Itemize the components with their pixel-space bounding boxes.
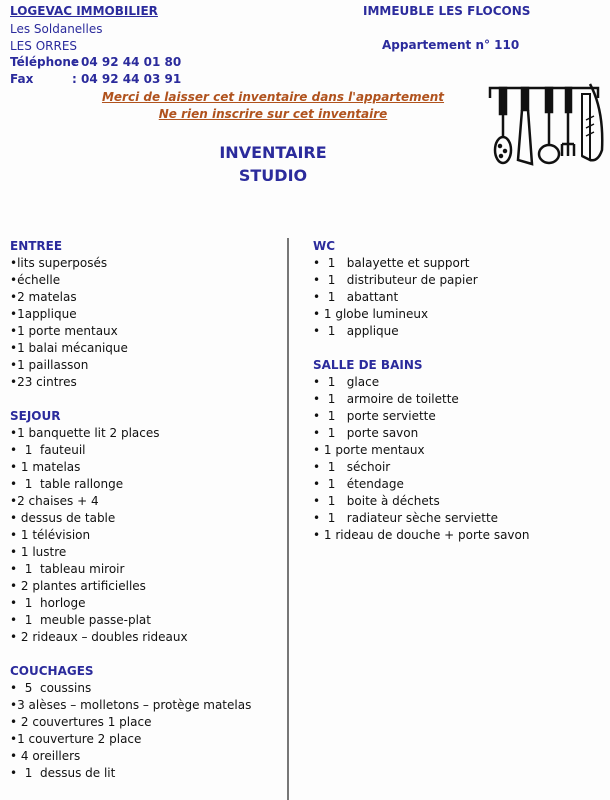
building-name: IMMEUBLE LES FLOCONS [363,4,531,18]
inventory-item: • 1 globe lumineux [313,307,429,321]
inventory-item: •2 chaises + 4 [10,494,99,508]
notice-leave-inventory: Merci de laisser cet inventaire dans l'appartement [101,90,445,104]
inventory-item: • 1 table rallonge [10,477,124,491]
section-heading: SALLE DE BAINS [313,358,423,372]
inventory-item: •1 paillasson [10,358,89,372]
address-line-1: Les Soldanelles [10,22,103,36]
inventory-item: • 1 étendage [313,477,404,491]
inventory-item: • 1 radiateur sèche serviette [313,511,499,525]
inventory-item: • 1 glace [313,375,380,389]
right-column [313,238,529,544]
column-divider [287,238,289,800]
section-heading: WC [313,239,336,253]
inventory-item: • 4 oreillers [10,749,81,763]
section-heading: COUCHAGES [10,664,94,678]
apartment-number: Appartement n° 110 [382,38,520,52]
inventory-item: •lits superposés [10,256,108,270]
inventory-item: • dessus de table [10,511,116,525]
page-title: INVENTAIRE [219,143,327,162]
inventory-item: • 1 abattant [313,290,399,304]
inventory-item: • 1 meuble passe-plat [10,613,151,627]
inventory-item: •1 couverture 2 place [10,732,142,746]
inventory-item: •2 matelas [10,290,77,304]
inventory-item: • 1 armoire de toilette [313,392,459,406]
fax-label: Fax [10,72,34,86]
inventory-item: •3 alèses – molletons – protège matelas [10,698,252,712]
inventory-item: • 1 rideau de douche + porte savon [313,528,530,542]
inventory-item: • 1 distributeur de papier [313,273,478,287]
phone-label: Téléphone [10,55,80,69]
inventory-item: • 1 séchoir [313,460,391,474]
fax-number: : 04 92 44 03 91 [72,72,182,86]
inventory-item: •1 porte mentaux [10,324,118,338]
left-column [10,238,251,782]
page-subtitle: STUDIO [238,166,308,185]
inventory-item: • 5 coussins [10,681,92,695]
inventory-item: • 1 porte savon [313,426,419,440]
inventory-item: •1applique [10,307,77,321]
inventory-item: • 1 télévision [10,528,91,542]
inventory-item: •1 banquette lit 2 places [10,426,160,440]
inventory-item: • 1 applique [313,324,399,338]
section-gap [10,391,251,408]
inventory-item: •1 balai mécanique [10,341,128,355]
inventory-item: • 2 rideaux – doubles rideaux [10,630,188,644]
inventory-item: • 2 couvertures 1 place [10,715,152,729]
inventory-item: • 1 porte serviette [313,409,436,423]
inventory-item: • 1 tableau miroir [10,562,125,576]
inventory-item: •échelle [10,273,61,287]
address-line-2: LES ORRES [10,39,78,53]
inventory-item: • 1 matelas [10,460,81,474]
notice-do-not-write: Ne rien inscrire sur cet inventaire [158,107,388,121]
section-heading: ENTREE [10,239,63,253]
section-heading: SEJOUR [10,409,61,423]
company-name: LOGEVAC IMMOBILIER [10,4,158,18]
inventory-item: •23 cintres [10,375,77,389]
inventory-item: • 1 porte mentaux [313,443,425,457]
inventory-item: • 1 boite à déchets [313,494,440,508]
kitchen-utensils-icon [486,80,606,172]
inventory-item: • 1 horloge [10,596,86,610]
section-gap [313,340,529,357]
inventory-item: • 1 lustre [10,545,67,559]
phone-number: : 04 92 44 01 80 [72,55,182,69]
inventory-item: • 1 balayette et support [313,256,470,270]
inventory-item: • 2 plantes artificielles [10,579,146,593]
inventory-item: • 1 dessus de lit [10,766,116,780]
section-gap [10,646,251,663]
inventory-item: • 1 fauteuil [10,443,86,457]
